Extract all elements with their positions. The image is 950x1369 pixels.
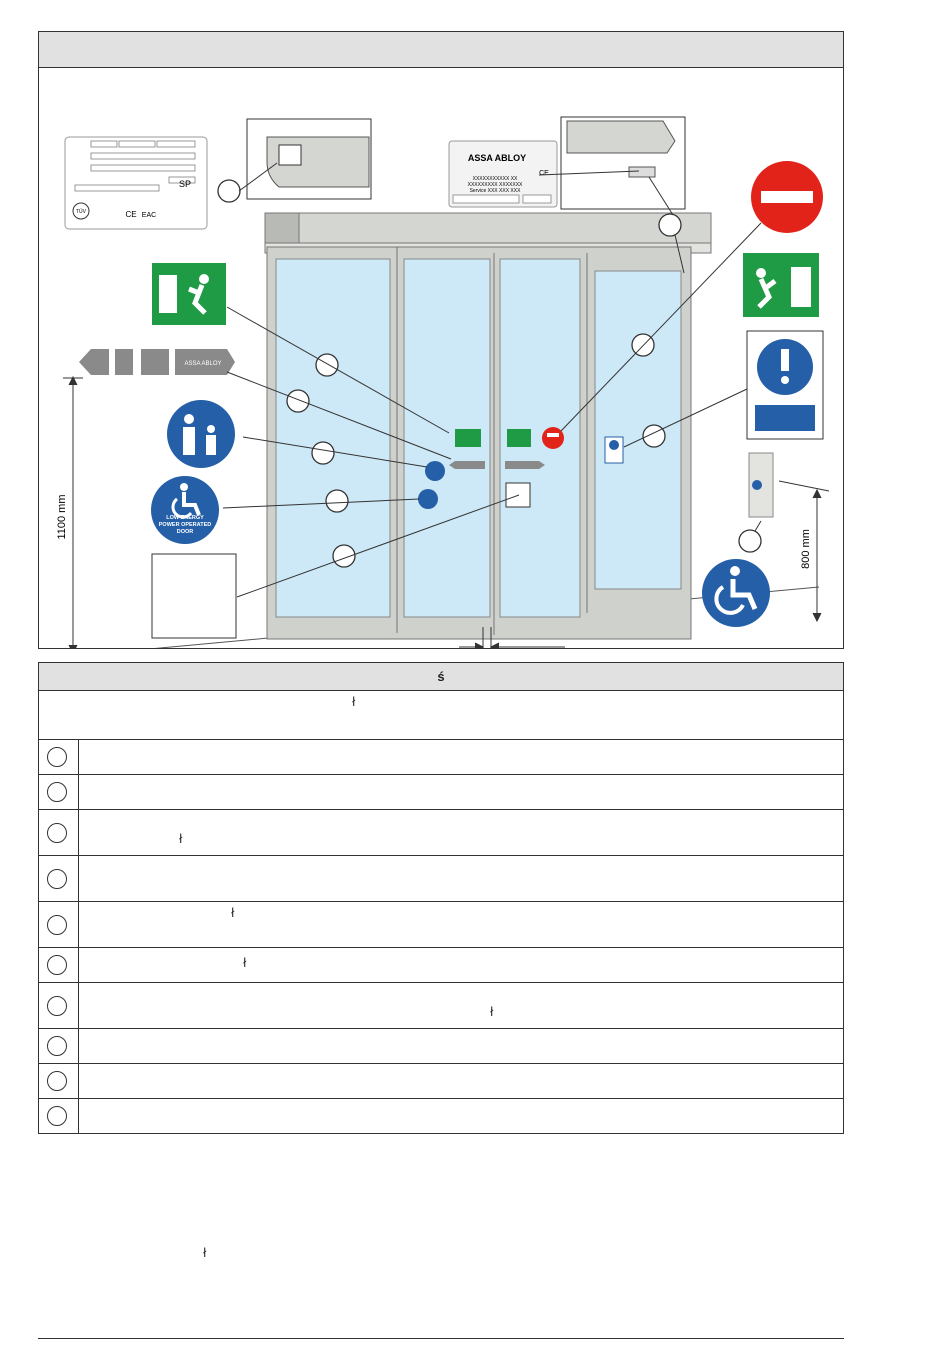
dimension-right-label: 800 mm xyxy=(800,529,812,569)
callout-circle xyxy=(326,490,348,512)
table-row xyxy=(39,856,843,902)
row-text-cell xyxy=(79,856,843,901)
low-energy-icon xyxy=(151,476,219,544)
plate-brand: ASSA ABLOY xyxy=(467,153,527,163)
row-text-cell xyxy=(79,948,843,982)
emergency-exit-left-icon xyxy=(152,263,226,325)
row-number-cell xyxy=(39,775,79,809)
row-text-cell xyxy=(79,902,843,947)
row-number-cell xyxy=(39,810,79,855)
row-number-cell xyxy=(39,902,79,947)
table-row xyxy=(39,775,843,810)
figure-frame xyxy=(38,31,844,649)
type-plate xyxy=(65,137,207,229)
low-energy-line2: POWER OPERATED xyxy=(158,522,212,528)
wheelchair-icon xyxy=(702,559,770,627)
detail-inset-operator xyxy=(247,119,371,199)
row-number-cell xyxy=(39,1099,79,1133)
row-text-cell xyxy=(79,1099,843,1133)
row-text-cell xyxy=(79,810,843,855)
callout-circle xyxy=(287,390,309,412)
emergency-exit-right-icon xyxy=(743,253,819,317)
row-number-cell xyxy=(39,856,79,901)
legend-table-header: ś xyxy=(39,663,843,691)
no-entry-icon xyxy=(751,161,823,233)
ce-small: CE xyxy=(125,210,137,219)
row-text-cell xyxy=(79,1029,843,1063)
child-safety-icon xyxy=(167,400,235,468)
tuv-mark: TÜV xyxy=(76,209,86,215)
plate-line2: XXXXXXXXX XXXXXXX xyxy=(467,182,523,188)
manufacturer-plate xyxy=(449,141,557,207)
callout-circle xyxy=(312,442,334,464)
door-tag-left xyxy=(449,461,485,469)
row-mark: ł xyxy=(490,1005,494,1019)
table-row xyxy=(39,1029,843,1064)
intro-mark: ł xyxy=(352,695,356,709)
row-number-circle xyxy=(47,1071,67,1091)
row-number-circle xyxy=(47,915,67,935)
table-row xyxy=(39,948,843,983)
row-mark: ł xyxy=(243,956,247,970)
row-number-circle xyxy=(47,1106,67,1126)
callout-circle xyxy=(739,530,761,552)
tag-brand: ASSA ABLOY xyxy=(184,361,222,367)
row-number-circle xyxy=(47,747,67,767)
legend-table-intro xyxy=(39,691,843,740)
row-number-circle xyxy=(47,823,67,843)
dimension-left-label: 1100 mm xyxy=(56,494,68,540)
side-screen-left xyxy=(276,259,390,617)
figure-header xyxy=(39,32,843,68)
side-screen-right xyxy=(595,271,681,589)
legend-table xyxy=(38,662,844,1134)
row-number-circle xyxy=(47,955,67,975)
mandatory-action-icon xyxy=(747,331,823,439)
sp-mark: SP xyxy=(178,179,192,189)
plate-line1: XXXXXXXXXXX XX xyxy=(472,176,518,182)
row-text-cell xyxy=(79,983,843,1028)
door-exit-sign-left xyxy=(455,429,481,447)
detail-inset-rail xyxy=(561,117,685,209)
footer-rule xyxy=(38,1338,844,1339)
door-tag-right xyxy=(505,461,545,469)
blank-sign xyxy=(152,554,236,638)
row-number-circle xyxy=(47,996,67,1016)
door-signage-illustration xyxy=(39,67,843,648)
table-row xyxy=(39,740,843,775)
row-number-circle xyxy=(47,782,67,802)
callout-circle xyxy=(218,180,240,202)
table-row xyxy=(39,1064,843,1099)
table-row xyxy=(39,810,843,856)
callout-circle xyxy=(659,214,681,236)
table-row xyxy=(39,983,843,1029)
row-text-cell xyxy=(79,1064,843,1098)
row-number-cell xyxy=(39,1029,79,1063)
plate-line3: Service XXX XXX XXX xyxy=(469,188,521,194)
low-energy-line3: DOOR xyxy=(176,529,194,535)
row-number-cell xyxy=(39,983,79,1028)
callout-circle xyxy=(316,354,338,376)
door-low-energy-sign xyxy=(418,489,438,509)
row-number-cell xyxy=(39,948,79,982)
low-energy-line1: LOW ENERGY xyxy=(166,515,204,521)
row-mark: ł xyxy=(231,906,235,920)
pushbutton-post xyxy=(749,453,773,517)
row-number-circle xyxy=(47,1036,67,1056)
row-text-cell xyxy=(79,775,843,809)
row-mark: ł xyxy=(179,832,183,846)
table-row xyxy=(39,1099,843,1133)
row-number-cell xyxy=(39,1064,79,1098)
door-exit-sign-right xyxy=(507,429,531,447)
plate-ce: CE xyxy=(539,170,549,177)
table-row xyxy=(39,902,843,948)
row-number-cell xyxy=(39,740,79,774)
door-tag-sign xyxy=(79,349,235,375)
footer-mark: ł xyxy=(203,1246,207,1260)
door-child-sign xyxy=(425,461,445,481)
row-number-circle xyxy=(47,869,67,889)
row-text-cell xyxy=(79,740,843,774)
door-no-entry-sign xyxy=(542,427,564,449)
eac-mark: EAC xyxy=(141,212,157,219)
